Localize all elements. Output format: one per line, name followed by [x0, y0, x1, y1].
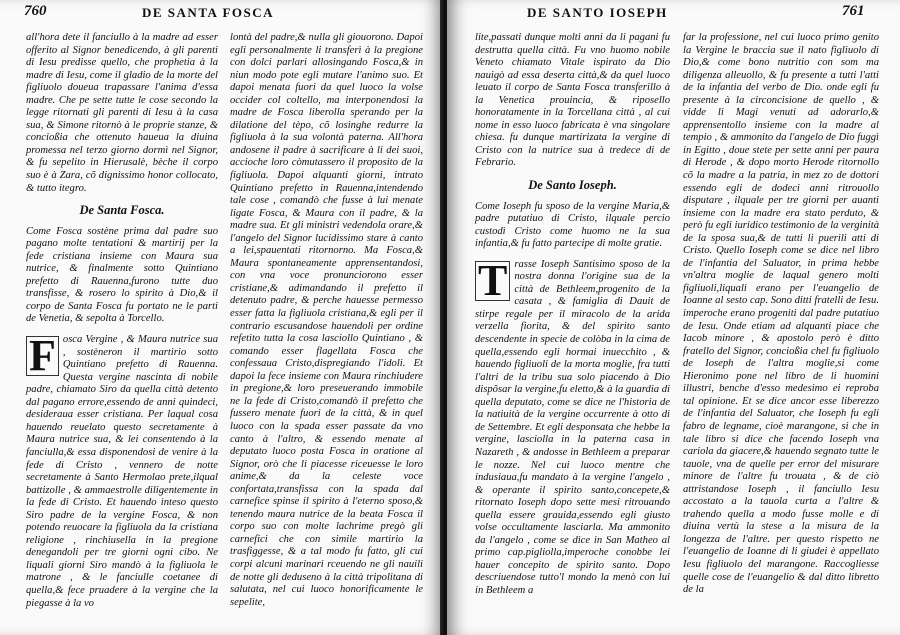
folio-number: 761: [842, 3, 865, 19]
folio-number: 760: [24, 3, 47, 19]
running-head: DE SANTO IOSEPH: [527, 5, 668, 20]
chapter-summary: Come Ioseph fu sposo de la vergine Maria,& padre putatiuo di Cristo, ilquale percio custodì Cristo come huomo ne la sua infantia,& fu fatto partecipe di molte gratie.: [475, 200, 670, 250]
chapter-summary: Come Fosca sostène prima dal padre suo pagano molte tentationi & martirij per la fede cristiana insieme con Maura sua nutrice, & finalmente sotto Quintiano prefetto di Rauenna,furono tutte duo transfisse, & rosero lo spirito à Dio,& il corpo de Santa Fosca fu portato ne le parti de Venetia, & sepolta à Torcello.: [26, 225, 218, 325]
text-column-left: [26, 32, 218, 610]
paragraph: all'hora dete il fanciullo à la madre ad esser offerito al Signor benedicendo, à gli parenti di Iesu predisse quello, che prophetia à la madre di Iesu, come il gladio de la morte del figliuolo doueua trapassare l'anima d'essa madre. Che pe sette tutte le cose secondo la legge ritornati gli parenti di Iesu à la casa sua, & Simone ritornò à le proprie stanze, & concioßia che ottenuto haueua la diuina promessa nel terzo giorno dormì nel Signor, & fu sepelito in Hierusalè, bèche il corpo suo è à Zara, cõ dignissimo honor collocato, & tutto itegro.: [26, 32, 218, 194]
section-heading: De Santa Fosca.: [79, 203, 165, 218]
paragraph: far la professione, nel cui luoco primo genito la Vergine le braccia sue il nato figliuolo di Dio,& come bono nutritio con som ma diligenza alleuollo, & fu presente a tutti l'atti de la infantia del verbo de Dio. onde egli fu presente à la circoncisione de quello , & vidde li Magi venuti ad adorarlo,& apprensentollo insieme con la madre al tempio , & ammonito da l'angelo de Dio fuggì in Egitto , doue stete per sette anni per paura di Herode , & dopo morto Herode ritornollo cõ la madre a la patria, in mez zo de dottori essendo egli de dodeci anni ritrouollo disputare , ilquale per tre giorni per auanti insieme con la madre era stato perduto, & però fu egli iuridico testimonio de la verginità de la sposa sua,& de tutti li puerili atti di Cristo. Quello Ioseph come se dice nel libro de l'infantia del Saluator, in prima hebbe vn'altra moglie de laqual genero molti figliuoli,liquali erano per l'euangelio de Ioanne al sesto cap. Sono ditti fratelli de Iesu. imperoche erano progeniti dal padre putatiuo de Iesu. Onde etiam ad alquanti piace che Iacob minore , & apostolo però è ditto fratello del Signor, concioßia chel fu figliuolo de Ioseph de l'altra moglie,si come Hieronimo pone nel libro de li huomini illustri, benche d'esso medesimo ei reproba tal opinione. Et se dice ancor esse liberezzo de l'infantia del Saluator, che Ioseph fu egli fabro de legname, cioè marangone, si che in tale libro si dice che facendo Ioseph vna cariola da giacere,& hauendo segnato tutte le tauole, vna de quelle per error del misurare minore de l'altre fu trouata , & de ciò attristandose Ioseph , il fanciullo Iesu accostato a la tauola curta a l'altre & trahendo quella a modo fusse molle e di diuina vertù la stese a la misura de la longezza de l'altre. per questo rispetto ne l'euangelio de Ioanne di li giudei è appellato Iesu figliuolo del marangone. Raccogliesse quelle cose de l'euangelio & dal ditto libretto de la: [683, 32, 879, 596]
running-head: DE SANTA FOSCA: [142, 5, 275, 20]
paragraph: lontà del padre,& nulla gli giouorono. Dapoi egli personalmente li transferì à la pregione con dolci parlari allosingando Fosca,& in niun modo pote egli mutare l'animo suo. Et dapoi menata fuori da quel luoco la volse occider col coltello, ma interponendosi la madre de Fosca liberolla sperando per la dilatione del tèpo, cõ losinghe redurre la figliuola à la sua volontà paterna. All'hora andosene il padre à sacrificare à li dei suoi, accioche loro còmutassero il proposito de la figliuola. Dapoi alquanti giorni, intrato Quintiano prefetto in Rauenna,intendendo tale cose , comandò che fusse à lui menate ligate Fosca, & Maura con il padre, & la madre sua. Et gli ministri vedendola orare,& l'angelo del Signor lucidissimo stare à canto a lei,spauentati ritornorno. Ma Fosca,& Maura spontaneamente apprensentandosi, con vna voce pronunciorono esser cristiane,& adimandando il prefetto il detenuto padre, & perche hauesse permesso esser fatta la figliuola cristiana,& egli per il contrario escusandose hauendoli per ordine refetito tutta la cosa lasciollo Quintiano , & comando esser flagellata Fosca che confessaua Cristo,dispregiando l'idoli. Et dapoi la fece insieme con Maura rinchiudere in pregione,& loro preseuerando immobile ne la fede di Cristo,comandò il prefetto che fussero menate fuori de la città, & in quel luoco con la spada esser passate da vno canto à l'altro, & essendo menate al deputato luoco posta Fosca in oratione al Signor, orò che li piacesse riceuesse le loro anime,& da la celeste voce confortata,transfissa con la spada dal carnefice spinse il spirito à l'eterno sposo,& tenendo maura nutrice de la beata Fosca il corpo suo con molte lachrime pregò gli carnefici che con simile martirio la trasfiggesse, & a tal modo fu fatto, gli cui corpi alcuni marinari rceuendo ne gli nauili de notte gli deduseno à la città tripolitana di salutata, nel cui luoco honorificamente le sepelite,: [230, 32, 423, 608]
right-page: [447, 0, 900, 635]
section-heading: De Santo Ioseph.: [528, 178, 617, 193]
text-column-left: [475, 32, 670, 598]
text-column-right: [683, 32, 879, 597]
paragraph: [26, 331, 218, 610]
paragraph: lite,passati dunque molti anni da li pagani fu destrutta quella città. Fu vno huomo nobile Veneto chiamato Vitale ispirato da Dio nauigò ad essa deserta città,& da quel luoco leuato il corpo de Santa Fosca transferillo à la Venetica prouincia, & riposello honoratamente in la Torcellana città , al cui nome in esso luoco fabricata è vna singolare chiesa. fu dunque martirizata la vergine di Cristo con la nutrice sua à tredece di de Febrario.: [475, 32, 670, 169]
text-column-right: [230, 32, 423, 609]
drop-cap: F: [26, 336, 59, 376]
paragraph: [475, 255, 670, 598]
paragraph-text: rasse Ioseph Santisimo sposo de la nostra donna l'origine sua de la città de Bethleem,progenito de la casata , & famiglia di Dauit de stirpe regale per il miracolo de la arida verzella fiorita, & del spirito santo descendente in specie de colòba in la cima de quella,essendo egli hormai inuecchito , & hauendo figliuoli de la morta moglie, fra tutti l'altri de la tribu sua solo piacendo à Dio dispõsar la vergine,fu eletto,& à la guardia di quella deputato, come se dice ne l'historia de la natiuità de la vergine occurrente à otto di de Settembre. Et egli desponsata che hebbe la vergine, lasciolla in la paterna casa in Nazareth , & andosse in Bethleem a preparar le nozze. Nel cui luoco mentre che indusiaua,fu mandato à la vergine l'angelo , & operante il spirito santo,concepete,& ritornato Ioseph dopo sette mesi ritrouando quella essere grauida,essendo egli giusto volse occultamente lasciarla. Ma ammonito da l'angelo , come se dice in San Matheo al primo cap.pigliolla,imperoche conobbe lei hauer concepito de spirito santo. Dopo descriuendose tutto'l mondo la menò con lui in Bethleem a: [475, 258, 670, 596]
drop-cap: T: [475, 261, 510, 301]
paragraph-text: osca Vergine , & Maura nutrice sua , sostèneron il martirio sotto Quintiano prefetto di Rauenna. Questa vergine nascinta di nobile padre, chiamato Siro da quella città detento dal pagano errore,essendo de anni quindeci, desideraua esser cristiana. Per laqual cosa hauendo reuelato questo secretamente à Maura nutrice sua, & lei consentendo à la fanciulla,& essa disponendosi de venire à la fede di Cristo , vennero de notte secretamente à Santo Hermolao prete,ilqual battizolle , & ammaestrolle diligentemente in la fede di Cristo. Et hauendo inteso questo Siro padre de la vergine Fosca, & non potendo reuocare la figliuola da la cristiana religione , rinchiusella in la pregione denegandoli per tre giorni ogni cibo. Ne liquali giorni Siro mandò à la figliuola le matrone , & le fanciulle coetanee di quella,& fece pruadere à la vergine che la piegasse à la vo: [26, 334, 218, 609]
left-page: [0, 0, 443, 635]
